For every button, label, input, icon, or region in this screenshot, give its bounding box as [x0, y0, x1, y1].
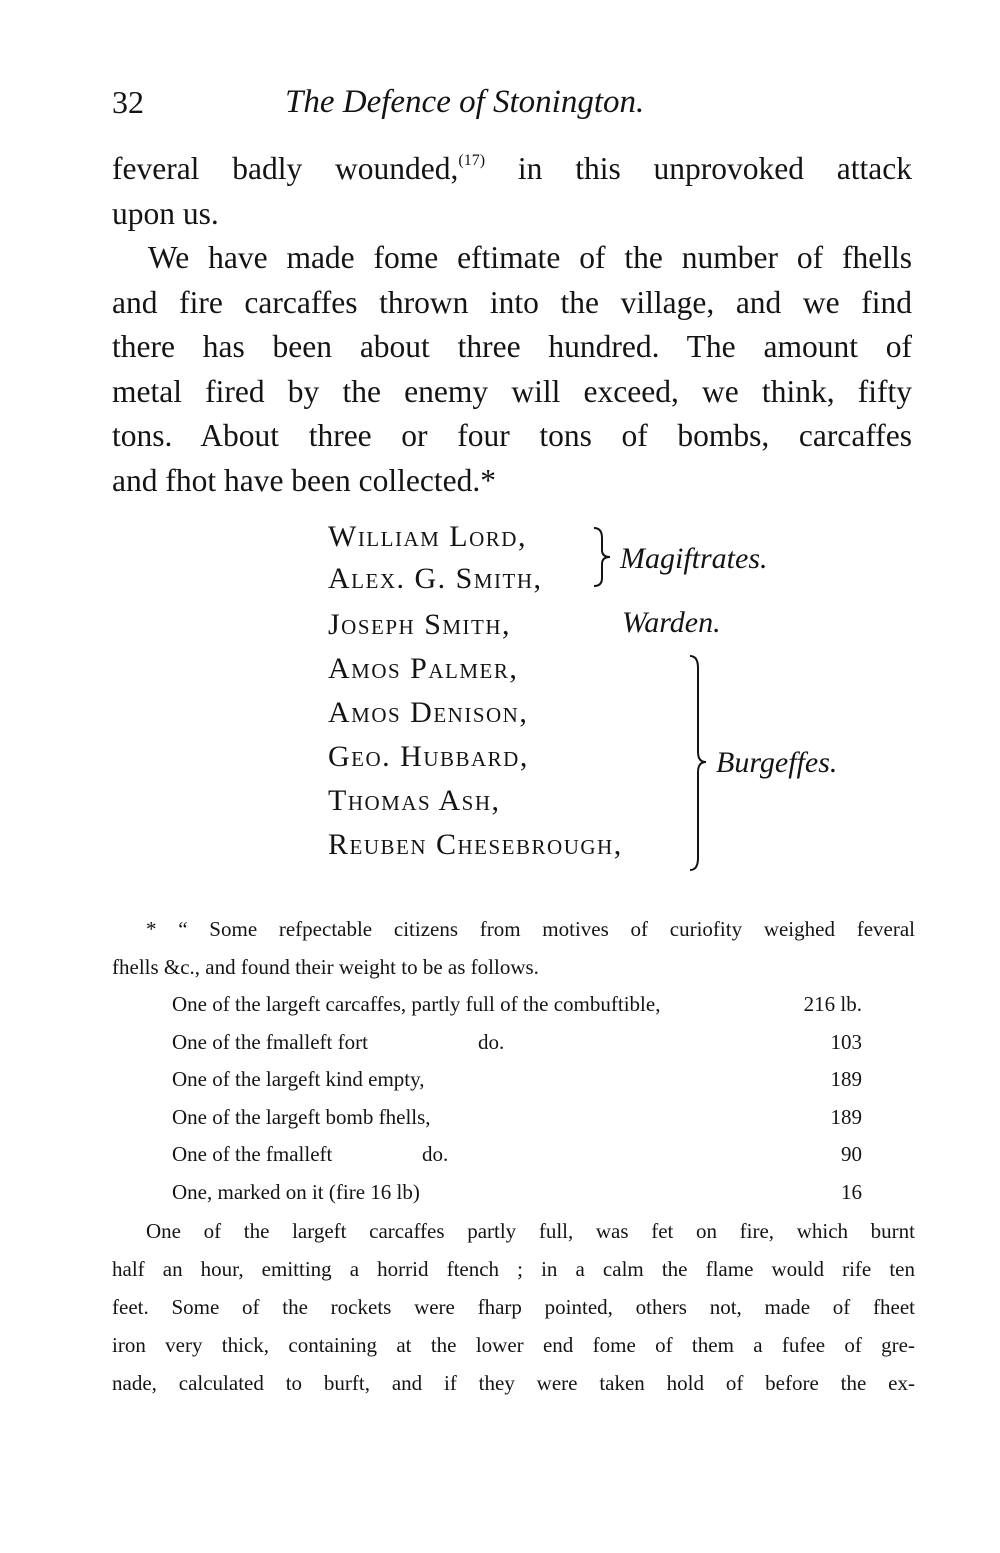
- weights-table: [172, 986, 862, 1212]
- signature-burgess: Thomas Ash,: [328, 784, 501, 817]
- body-line: We have made fome eftimate of the number of fhells: [148, 240, 912, 275]
- weights-row: One of the fmalleft fort do. 103: [172, 1024, 862, 1062]
- body-line: upon us.: [112, 195, 219, 231]
- footnote-line: feet. Some of the rockets were fharp pointed, others not, made of fheet: [112, 1295, 915, 1319]
- signature-magistrate: Alex. G. Smith,: [328, 562, 543, 595]
- page-number: 32: [112, 84, 144, 120]
- signature-magistrate: William Lord,: [328, 520, 527, 553]
- weight-value: 90: [841, 1142, 862, 1167]
- ditto-mark: do.: [478, 1029, 505, 1054]
- body-line: and fhot have been collected.*: [112, 462, 496, 498]
- footnote-line: nade, calculated to burft, and if they were taken hold of before the ex-: [112, 1371, 915, 1395]
- weights-row: One of the fmalleft do. 90: [172, 1136, 862, 1174]
- burgesses-brace: [686, 652, 710, 874]
- note-reference: (17): [458, 152, 486, 169]
- running-title: The Defence of Stonington.: [285, 84, 645, 120]
- footnote-line: * “ Some refpectable citizens from motives of curiofity weighed feveral: [146, 917, 915, 941]
- weight-value: 216 lb.: [803, 992, 862, 1016]
- weights-row: One of the largeft kind empty, 189: [172, 1061, 862, 1099]
- weights-row: One of the largeft carcaffes, partly full of the combuftible, 216 lb.: [172, 986, 862, 1024]
- body-line: feveral badly wounded,$^{(17)}$ in this unprovoked attack: [112, 151, 913, 186]
- running-header: [112, 84, 912, 128]
- footnote-line: iron very thick, containing at the lower end fome of them a fufee of gre-: [112, 1333, 915, 1357]
- footnote-line: fhells &c., and found their weight to be as follows.: [112, 955, 539, 979]
- ditto-mark: do.: [422, 1142, 449, 1167]
- footnote-line: half an hour, emitting a horrid ftench ; in a calm the flame would rife ten: [112, 1257, 915, 1281]
- weight-value: 189: [830, 1104, 862, 1129]
- signature-warden: Joseph Smith,: [328, 608, 512, 641]
- body-line: metal fired by the enemy will exceed, we think, fifty: [112, 373, 912, 409]
- weights-row: One of the largeft bomb fhells, 189: [172, 1099, 862, 1137]
- signature-burgess: Geo. Hubbard,: [328, 740, 529, 773]
- signature-burgess: Amos Palmer,: [328, 652, 519, 685]
- burgesses-title: Burgeffes.: [716, 746, 838, 779]
- footnote-line: One of the largeft carcaffes partly full, was fet on fire, which burnt: [146, 1219, 915, 1243]
- body-line: there has been about three hundred. The amount of: [112, 329, 912, 364]
- weights-row: One, marked on it (fire 16 lb) 16: [172, 1174, 862, 1212]
- weight-value: 16: [841, 1179, 862, 1204]
- warden-title: Warden.: [622, 606, 721, 639]
- weight-value: 103: [830, 1029, 862, 1054]
- magistrates-title: Magiftrates.: [620, 542, 768, 575]
- body-line: and fire carcaffes thrown into the village, and we find: [112, 284, 912, 320]
- body-paragraphs: [112, 147, 912, 503]
- magistrates-brace: [590, 524, 614, 590]
- weight-value: 189: [830, 1067, 862, 1092]
- body-line: tons. About three or four tons of bombs, carcaffes: [112, 418, 912, 453]
- signature-burgess: Amos Denison,: [328, 696, 529, 729]
- footnote: [112, 910, 915, 986]
- signature-burgess: Reuben Chesebrough,: [328, 828, 623, 861]
- footnote-paragraph: [112, 1212, 915, 1402]
